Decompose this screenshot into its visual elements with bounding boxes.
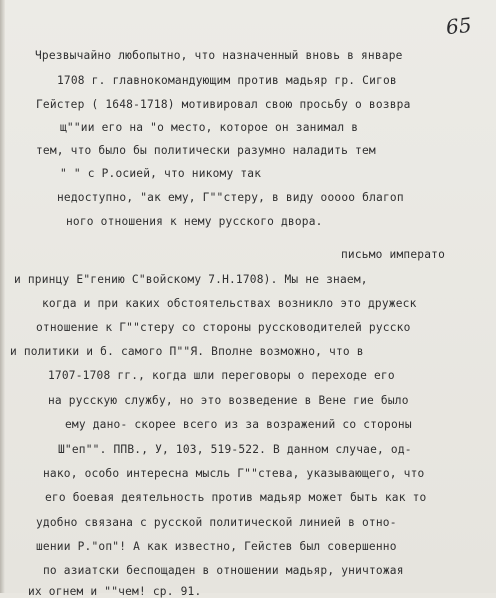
- handwritten-page-number: 65: [444, 12, 473, 40]
- text-line: Ш"еп"". ППВ., У, 103, 519-522. В данном случае, од-: [58, 443, 412, 456]
- text-line: недоступно, "ак ему, Г""стеру, в виду ооооо благоп: [57, 191, 404, 204]
- text-line: нако, особо интересна мысль Г""стева, указывающего, что: [43, 467, 425, 480]
- text-line: шении Р."оп"! А как известно, Гейстев был совершенно: [36, 540, 397, 553]
- text-line: по азиатски беспощаден в отношении мадьяр, уничтожая: [43, 564, 404, 577]
- text-line: Чрезвычайно любопытно, что назначенный вновь в январе: [35, 49, 403, 62]
- text-line: их огнем и ""чем! ср. 91.: [28, 585, 202, 598]
- text-line: тем, что было бы политически разумно наладить тем: [36, 144, 376, 157]
- text-line: когда и при каких обстоятельствах возникло это дружеск: [42, 297, 417, 310]
- text-line: Гейстер ( 1648-1718) мотивировал свою просьбу о возвра: [36, 98, 411, 111]
- text-line: отношение к Г""стеру со стороны руссководителей русско: [36, 321, 411, 334]
- text-line: ного отношения к нему русского двора.: [66, 215, 323, 228]
- text-line: удобно связана с русской политической линией в отно-: [36, 516, 397, 529]
- text-line: 1708 г. главнокомандующим против мадьяр гр. Сигов: [57, 74, 397, 87]
- text-line: и принцу Е"гению С"войскому 7.Н.1708). Мы не знаем,: [14, 273, 368, 286]
- text-line: 1707-1708 гг., когда шли переговоры о переходе его: [48, 369, 395, 382]
- text-line: письмо императо: [341, 248, 446, 261]
- text-line: " " с Р.осией, что никому так: [60, 167, 262, 180]
- text-line: щ""ии его на "о место, которое он занимал в: [60, 121, 359, 134]
- page-edge-shadow: [0, 0, 5, 593]
- text-line: и политики и б. самого П""Я. Вполне возможно, что в: [10, 345, 364, 358]
- text-line: ему дано- скорее всего из за возражений со стороны: [65, 418, 412, 431]
- text-line: его боевая деятельность против мадьяр может быть как то: [45, 491, 427, 504]
- text-line: на русскую службу, но это возведение в Вене гие было: [48, 394, 409, 407]
